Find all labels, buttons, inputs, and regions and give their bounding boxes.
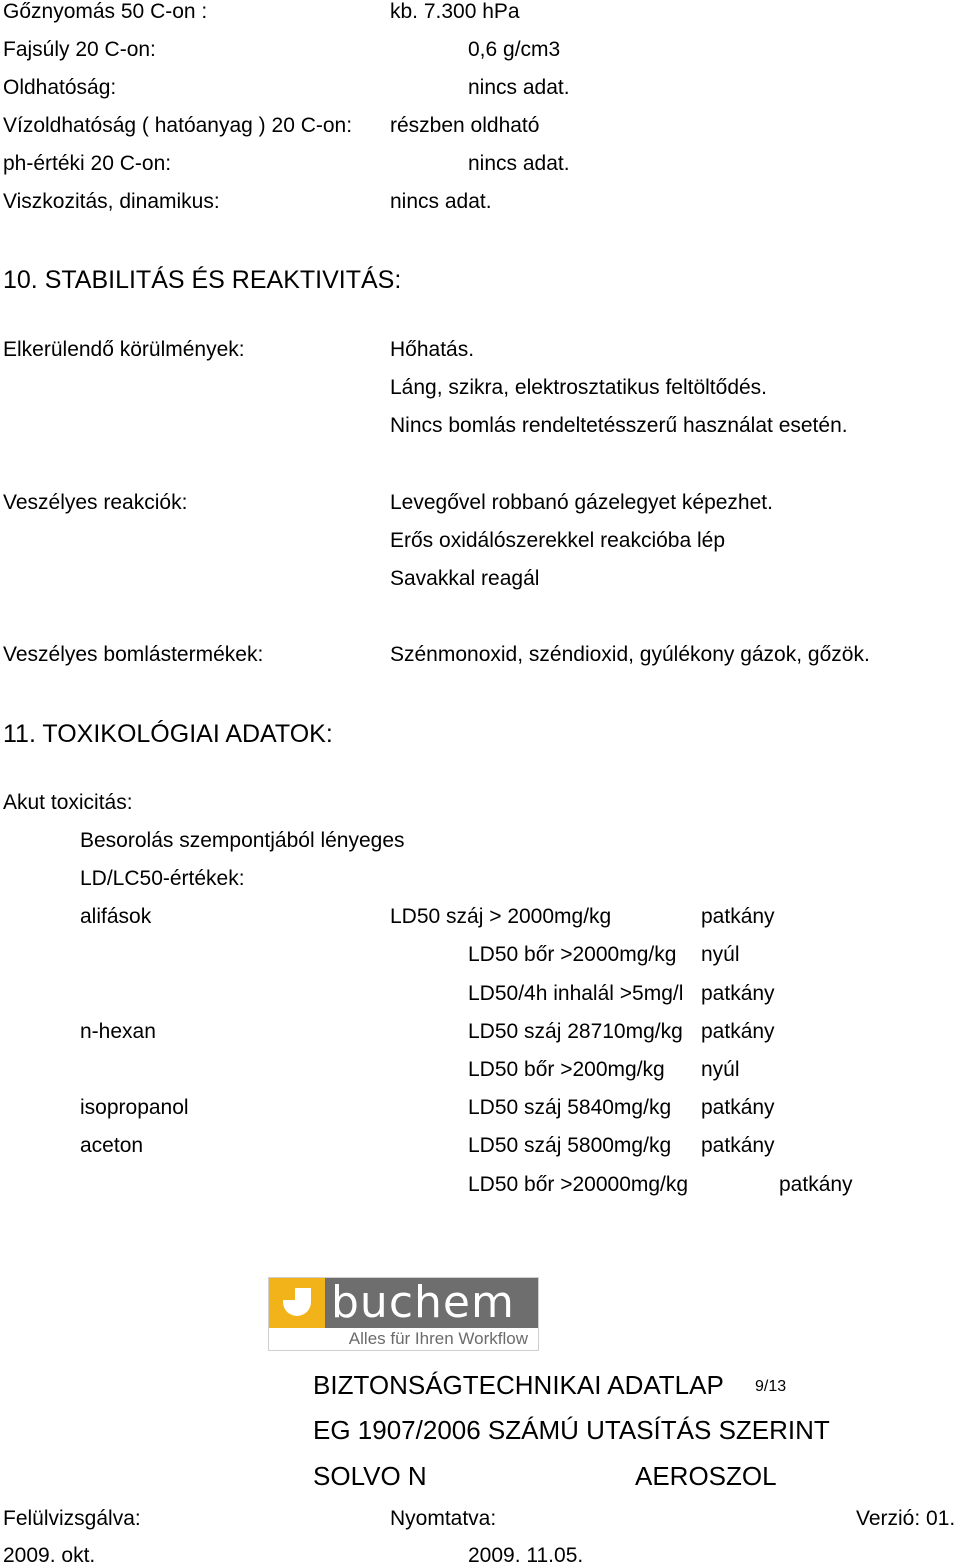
tox-species: patkány [701,982,775,1005]
viscosity-label: Viszkozitás, dinamikus: [3,190,220,213]
avoid-condition-item: Hőhatás. [390,338,475,361]
tox-species: patkány [701,1134,775,1157]
tox-substance: isopropanol [80,1096,189,1119]
density-value: 0,6 g/cm3 [468,38,561,61]
logo-tagline: Alles für Ihren Workflow [348,1329,528,1348]
tox-value: LD50/4h inhalál >5mg/l [468,982,684,1005]
hazardous-reaction-item: Erős oxidálószerekkel reakcióba lép [390,529,726,552]
tox-value: LD50 bőr >200mg/kg [468,1058,665,1081]
tox-value: LD50 száj 5840mg/kg [468,1096,672,1119]
version-label: Verzió: 01. [856,1507,956,1530]
viscosity-value: nincs adat. [390,190,492,213]
tox-value: LD50 száj 5800mg/kg [468,1134,672,1157]
classification-relevant-line: Besorolás szempontjából lényeges [80,829,405,852]
ld-lc50-label: LD/LC50-értékek: [80,867,245,890]
solubility-value: nincs adat. [468,76,570,99]
tox-substance: n-hexan [80,1020,156,1043]
tox-species: nyúl [701,1058,740,1081]
footer-product-type: AEROSZOL [635,1461,777,1491]
reviewed-label: Felülvizsgálva: [3,1507,141,1530]
section-11-heading: 11. TOXIKOLÓGIAI ADATOK: [3,720,333,748]
tox-value: LD50 bőr >2000mg/kg [468,943,677,966]
page-number: 9/13 [755,1378,787,1395]
logo-tagline-bar [269,1328,538,1350]
tox-substance: alifások [80,905,152,928]
logo-mark-icon [269,1278,325,1328]
decomposition-products-value: Szénmonoxid, széndioxid, gyúlékony gázok, gőzök. [390,643,870,666]
avoid-conditions-label: Elkerülendő körülmények: [3,338,245,361]
tox-value: LD50 bőr >20000mg/kg [468,1173,689,1196]
hazardous-reaction-item: Levegővel robbanó gázelegyet képezhet. [390,491,773,514]
tox-value: LD50 száj > 2000mg/kg [390,905,612,928]
footer-regulation: EG 1907/2006 SZÁMÚ UTASÍTÁS SZERINT [313,1415,830,1445]
ph-label: ph-értéki 20 C-on: [3,152,172,175]
printed-date: 2009. 11.05. [468,1544,584,1567]
water-solubility-value: részben oldható [390,114,540,137]
logo-wordmark: buchem [331,1277,515,1328]
logo-banner [269,1278,538,1328]
vapor-pressure-value: kb. 7.300 hPa [390,0,520,23]
tox-species: patkány [779,1173,853,1196]
solubility-label: Oldhatóság: [3,76,117,99]
decomposition-products-label: Veszélyes bomlástermékek: [3,643,264,666]
tox-value: LD50 száj 28710mg/kg [468,1020,683,1043]
printed-label: Nyomtatva: [390,1507,497,1530]
water-solubility-label: Vízoldhatóság ( hatóanyag ) 20 C-on: [3,114,353,137]
density-label: Fajsúly 20 C-on: [3,38,156,61]
avoid-condition-item: Nincs bomlás rendeltetésszerű használat esetén. [390,414,848,437]
vapor-pressure-label: Gőznyomás 50 C-on : [3,0,208,23]
avoid-condition-item: Láng, szikra, elektrosztatikus feltöltődés. [390,376,768,399]
reviewed-date: 2009. okt. [3,1544,96,1567]
tox-species: patkány [701,905,775,928]
ph-value: nincs adat. [468,152,570,175]
footer-product: SOLVO N [313,1461,427,1491]
footer-title: BIZTONSÁGTECHNIKAI ADATLAP [313,1370,724,1400]
tox-species: patkány [701,1096,775,1119]
hazardous-reactions-label: Veszélyes reakciók: [3,491,188,514]
section-10-heading: 10. STABILITÁS ÉS REAKTIVITÁS: [3,266,402,294]
tox-species: patkány [701,1020,775,1043]
buchem-logo [268,1277,539,1351]
hazardous-reaction-item: Savakkal reagál [390,567,540,590]
tox-substance: aceton [80,1134,144,1157]
acute-toxicity-label: Akut toxicitás: [3,791,133,814]
tox-species: nyúl [701,943,740,966]
